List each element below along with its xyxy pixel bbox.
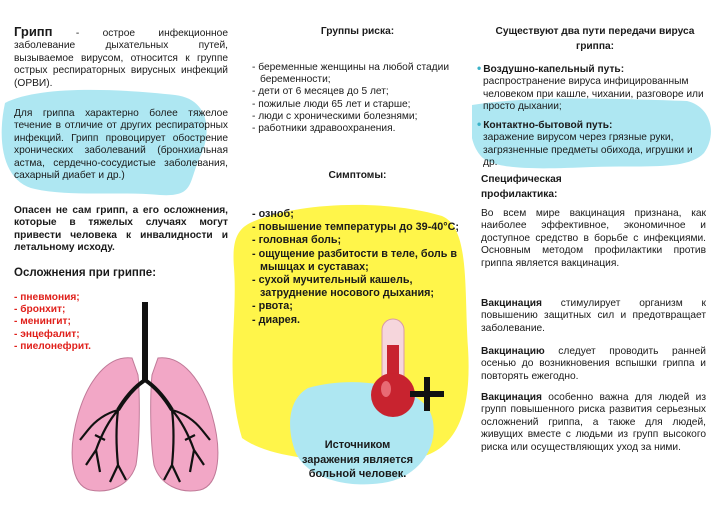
vac1-term: Вакцинация	[481, 298, 542, 309]
way1-text: распространение вируса инфицированным человеком при кашле, чихании, разговоре или просто дыхании;	[483, 76, 704, 113]
symptom-item: - сухой мучительный кашель, затруднение носового дыхания;	[252, 274, 434, 300]
symptom-item: - диарея.	[252, 313, 300, 326]
intro-paragraph	[14, 26, 228, 90]
bullet-icon: •	[477, 117, 482, 131]
way-airborne	[477, 62, 707, 114]
vac3-term: Вакцинация	[481, 392, 542, 403]
symptom-item: - головная боль;	[252, 234, 342, 247]
way2-text: заражение вирусом через грязные руки, загрязненные предметы обихода, игрушки и др.	[483, 132, 693, 169]
complication-item: - пневмония;	[14, 292, 80, 303]
complication-item: - энцефалит;	[14, 328, 80, 340]
lungs-illustration	[60, 300, 230, 500]
risk-item: - беременные женщины на любой стадии беременности;	[252, 62, 450, 86]
prophylaxis-title: Специфическая профилактика:	[481, 174, 562, 200]
risk-title: Группы риска:	[320, 26, 395, 37]
infection-source: Источником заражения является больной человек.	[301, 439, 414, 480]
column-middle	[240, 0, 475, 507]
vaccination-2	[481, 346, 706, 383]
complication-item: - менингит;	[14, 316, 71, 328]
symptom-item: - рвота;	[252, 300, 293, 313]
risk-list	[252, 62, 470, 135]
symptom-item: - озноб;	[252, 208, 294, 220]
way2-title: Контактно-бытовой путь:	[483, 120, 613, 131]
complication-item: - бронхит;	[14, 304, 66, 316]
way-contact	[477, 118, 707, 170]
vaccination-1	[481, 298, 706, 335]
risk-item: - дети от 6 месяцев до 5 лет;	[252, 86, 389, 98]
intro-term: Грипп	[14, 24, 53, 39]
column-left	[0, 0, 235, 507]
way1-title: Воздушно-капельный путь:	[483, 64, 625, 75]
complication-item: - пиелонефрит.	[14, 340, 92, 352]
symptom-item: - ощущение разбитости в теле, боль в мышцах и суставах;	[252, 247, 458, 273]
risk-item: - работники здравоохранения.	[252, 123, 396, 135]
thermometer-illustration	[360, 315, 450, 425]
severity-paragraph: Для гриппа характерно более тяжелое течение в отличие от других респираторных инфекций. Грипп провоцирует обострение хронических заболеваний (бронхиальная астма, сердечно-сосудистые заболевания, сахарный диабет и др.)	[14, 108, 228, 182]
column-right	[475, 0, 715, 507]
symptom-item: - повышение температуры до 39-40°С;	[252, 221, 460, 234]
prophylaxis-text: Во всем мире вакцинация признана, как наиболее эффективное, экономичное и доступное средство в борьбе с инфекциями. Основным методом профилактики против гриппа является вакцинация.	[481, 208, 706, 269]
vaccination-3	[481, 392, 706, 454]
vac2-text: следует проводить ранней осенью до возникновения вспышки гриппа и повторять ежегодно.	[481, 346, 706, 382]
danger-paragraph: Опасен не сам грипп, а его осложнения, которые в тяжелых случаях могут привести человека к инвалидности и летальному исходу.	[14, 205, 228, 254]
symptoms-list	[252, 208, 472, 327]
risk-item: - люди с хроническими болезнями;	[252, 110, 418, 122]
vac1-text: стимулирует организм к повышению защитных сил и предотвращает заболевание.	[481, 298, 706, 334]
complications-title: Осложнения при гриппе:	[14, 267, 157, 279]
bullet-icon: •	[477, 61, 482, 75]
vac3-text: особенно важна для людей из групп повышенного риска развития серьезных осложнений гриппа, а также для людей, живущих вместе с людьми из групп высокого риска или осуществляющих уход за ними.	[481, 392, 706, 453]
risk-item: - пожилые люди 65 лет и старше;	[252, 98, 411, 110]
intro-text: - острое инфекционное заболевание дыхательных путей, вызываемое вирусом, относится к группе острых респираторных вирусных инфекций (ОРВИ).	[14, 28, 228, 89]
transmission-title: Существуют два пути передачи вируса гриппа:	[495, 26, 695, 52]
symptoms-title: Симптомы:	[328, 170, 387, 181]
vac2-term: Вакцинацию	[481, 346, 545, 357]
